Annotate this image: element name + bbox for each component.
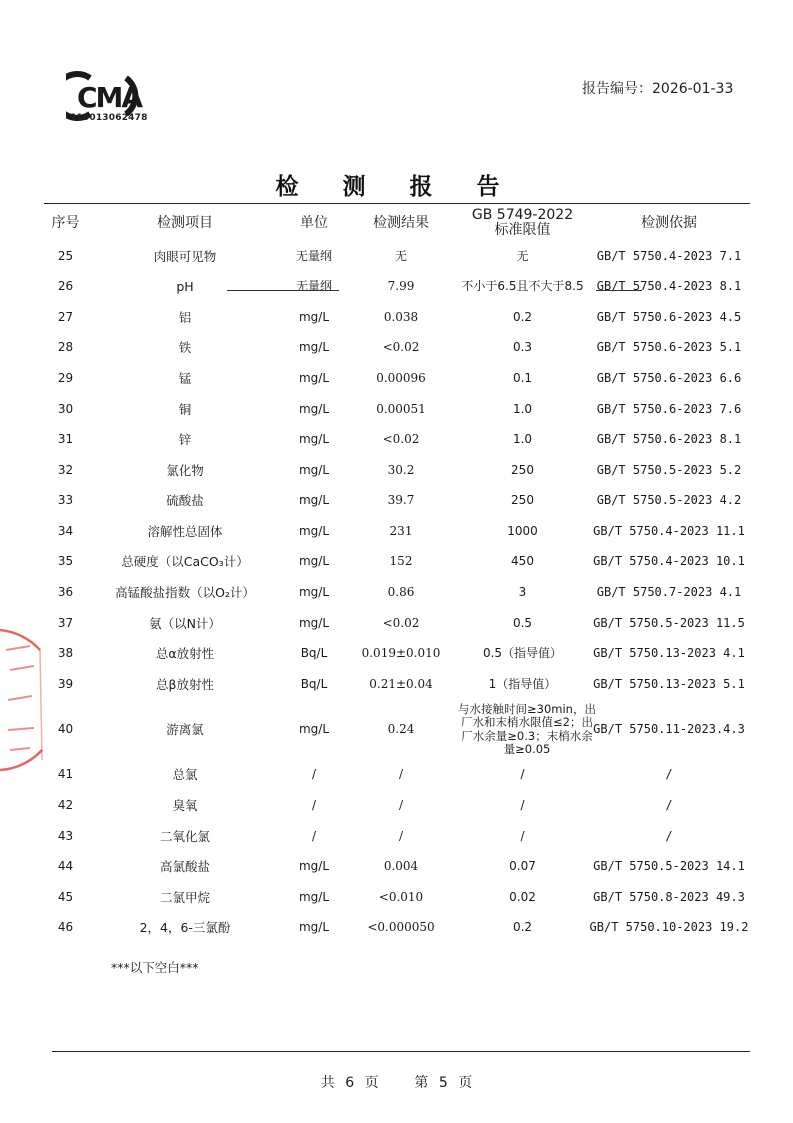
total-prefix: 共	[320, 1075, 335, 1091]
cell-unit: mg/L	[298, 370, 330, 385]
cell-basis: GB/T 5750.4-2023 10.1	[593, 554, 745, 569]
cell-result: <0.02	[382, 432, 420, 447]
cell-no: 31	[57, 432, 74, 447]
cell-no: 34	[57, 523, 74, 538]
cell-basis: GB/T 5750.4-2023 8.1	[596, 279, 742, 294]
cell-limit: 1.0	[512, 432, 533, 447]
cell-item: 总α放射性	[155, 646, 215, 662]
cell-no: 45	[57, 889, 74, 904]
cell-no: 41	[57, 767, 74, 782]
cell-no: 28	[57, 340, 74, 355]
cell-result: <0.000050	[367, 920, 435, 935]
table-row	[44, 547, 750, 578]
cell-item: 总氯	[172, 767, 198, 783]
svg-text:CMA: CMA	[77, 81, 143, 114]
cell-basis: GB/T 5750.5-2023 4.2	[596, 493, 742, 508]
cell-unit: mg/L	[298, 615, 330, 630]
table-header-row	[44, 205, 750, 241]
page-footer	[0, 1072, 793, 1092]
cell-basis: /	[665, 798, 673, 813]
cell-unit: /	[311, 798, 317, 813]
cell-unit: /	[311, 767, 317, 782]
cell-basis: GB/T 5750.8-2023 49.3	[593, 889, 745, 904]
cell-no: 29	[57, 370, 74, 385]
cell-result: 30.2	[387, 462, 415, 477]
cell-basis: GB/T 5750.7-2023 4.1	[596, 585, 742, 600]
cell-unit: mg/L	[298, 859, 330, 874]
cell-no: 30	[57, 401, 74, 416]
cell-no: 39	[57, 676, 74, 691]
cell-unit: mg/L	[298, 493, 330, 508]
cell-no: 38	[57, 646, 74, 661]
report-number	[582, 78, 733, 98]
table-row	[44, 700, 750, 760]
cell-basis: GB/T 5750.6-2023 6.6	[596, 370, 742, 385]
cell-basis: GB/T 5750.6-2023 5.1	[596, 340, 742, 355]
cell-result: 0.86	[387, 585, 415, 600]
table-row	[44, 882, 750, 913]
cell-no: 25	[57, 248, 74, 263]
col-header-item: 检测项目	[157, 214, 213, 231]
cell-unit: mg/L	[298, 889, 330, 904]
cell-no: 42	[57, 798, 74, 813]
table-row	[44, 578, 750, 609]
cell-basis: GB/T 5750.6-2023 8.1	[596, 432, 742, 447]
cell-limit-text: 与水接触时间≥30min，出厂水和末梢水限值≤2；出厂水余量≥0.3；末梢水余量≥0.05	[458, 701, 596, 757]
table-row	[44, 669, 750, 700]
cell-unit: mg/L	[298, 722, 330, 737]
cell-item: 铝	[178, 309, 192, 325]
cell-basis: GB/T 5750.6-2023 4.5	[596, 309, 742, 324]
cell-result: 无	[394, 248, 407, 263]
cell-result: /	[398, 798, 404, 813]
cell-limit: 1.0	[512, 401, 533, 416]
cell-unit: mg/L	[298, 554, 330, 569]
blank-note: ***以下空白***	[111, 960, 199, 975]
cell-unit: mg/L	[298, 401, 330, 416]
cell-limit: 250	[511, 493, 534, 508]
cell-limit: 0.1	[512, 370, 533, 385]
results-table	[44, 205, 750, 943]
cell-no: 35	[57, 554, 74, 569]
cell-no: 33	[57, 493, 74, 508]
cell-basis: GB/T 5750.13-2023 4.1	[593, 646, 745, 661]
cell-limit	[457, 700, 596, 760]
cell-limit: 1（指导值）	[488, 676, 557, 691]
cell-result: 39.7	[387, 493, 415, 508]
cell-limit: /	[520, 798, 525, 813]
cell-item: 锌	[178, 432, 192, 448]
cell-result: 0.004	[383, 859, 419, 874]
table-row	[44, 486, 750, 517]
cell-limit: 无	[516, 248, 529, 263]
cell-unit: mg/L	[298, 462, 330, 477]
table-row	[44, 821, 750, 852]
cell-item: 氨（以N计）	[149, 615, 221, 631]
col-header-unit: 单位	[300, 214, 328, 231]
page-prefix: 第	[414, 1075, 429, 1091]
cell-no: 26	[57, 279, 74, 294]
cell-limit: 0.07	[509, 859, 536, 874]
cell-item: 肉眼可见物	[153, 248, 217, 264]
cell-unit: mg/L	[298, 920, 330, 935]
table-row	[44, 913, 750, 944]
cell-no: 46	[57, 920, 74, 935]
cell-basis: GB/T 5750.4-2023 7.1	[596, 248, 742, 263]
report-number-label: 报告编号：	[582, 81, 652, 97]
cell-result: 7.99	[387, 279, 415, 294]
cell-item: 铜	[178, 401, 192, 417]
cell-result: <0.02	[382, 340, 420, 355]
table-row	[44, 791, 750, 822]
header-rule	[44, 203, 750, 204]
cell-basis: GB/T 5750.5-2023 14.1	[593, 859, 745, 874]
cell-basis: GB/T 5750.13-2023 5.1	[593, 676, 745, 691]
limit-header-line1: GB 5749-2022	[471, 207, 574, 223]
cell-unit: 无量纲	[295, 279, 332, 294]
cell-unit: Bq/L	[300, 676, 328, 691]
page-number: 5	[438, 1075, 448, 1091]
cell-basis: GB/T 5750.4-2023 11.1	[593, 523, 745, 538]
cell-item: 游离氯	[166, 722, 204, 738]
cell-item: 二氧化氯	[159, 828, 210, 844]
limit-header-line2: 标准限值	[494, 222, 551, 238]
table-row	[44, 852, 750, 883]
cell-result: /	[398, 767, 404, 782]
cell-item: 高氯酸盐	[159, 859, 210, 875]
cell-limit: 0.3	[512, 340, 533, 355]
footer-rule	[52, 1051, 750, 1052]
cell-item: pH	[176, 279, 194, 295]
cell-basis: /	[665, 828, 673, 843]
cell-result: 231	[389, 523, 413, 538]
cell-unit: /	[311, 828, 317, 843]
cell-result: 0.21±0.04	[369, 676, 433, 691]
cell-no: 27	[57, 309, 74, 324]
cell-basis: GB/T 5750.5-2023 11.5	[593, 615, 745, 630]
table-row	[44, 272, 750, 303]
strike-line-unit	[227, 290, 339, 291]
report-number-value: 2026-01-33	[652, 81, 734, 97]
cell-item: 铁	[178, 340, 192, 356]
cell-unit: mg/L	[298, 340, 330, 355]
cell-no: 37	[57, 615, 74, 630]
cell-result: 0.038	[383, 309, 419, 324]
cell-basis: GB/T 5750.11-2023.4.3	[593, 722, 745, 737]
col-header-result: 检测结果	[373, 214, 429, 231]
table-row	[44, 516, 750, 547]
cell-result: 0.00051	[376, 401, 426, 416]
cell-limit: 0.5（指导值）	[482, 646, 563, 661]
page-suffix: 页	[458, 1075, 473, 1091]
cell-unit: mg/L	[298, 523, 330, 538]
cell-result: <0.010	[378, 889, 424, 904]
cell-item: 臭氧	[172, 798, 198, 814]
table-row	[44, 241, 750, 272]
cell-unit: mg/L	[298, 585, 330, 600]
cell-result: 0.24	[387, 722, 415, 737]
cell-unit: mg/L	[298, 432, 330, 447]
col-header-seq: 序号	[51, 214, 80, 231]
col-header-limit	[457, 205, 588, 241]
total-suffix: 页	[364, 1075, 379, 1091]
cell-no: 40	[57, 722, 74, 737]
cell-basis: /	[665, 767, 673, 782]
cell-item: 总硬度（以CaCO₃计）	[121, 554, 249, 570]
col-header-basis: 检测依据	[641, 214, 697, 231]
cma-number: 210013062478	[70, 113, 148, 123]
cell-item: 总β放射性	[156, 676, 214, 692]
table-row	[44, 363, 750, 394]
cell-basis: GB/T 5750.5-2023 5.2	[596, 462, 742, 477]
cell-item: 硫酸盐	[166, 493, 204, 509]
cell-limit: 不小于6.5且不大于8.5	[461, 279, 584, 294]
cell-limit: /	[520, 767, 525, 782]
red-seal-stamp	[0, 610, 60, 780]
cell-item: 高锰酸盐指数（以O₂计）	[115, 585, 255, 601]
cell-limit: 450	[511, 554, 534, 569]
cell-limit: 0.02	[509, 889, 536, 904]
table-row	[44, 608, 750, 639]
cell-result: 0.019±0.010	[361, 646, 441, 661]
table-row	[44, 455, 750, 486]
cell-item: 溶解性总固体	[147, 523, 223, 539]
cell-basis: GB/T 5750.6-2023 7.6	[596, 401, 742, 416]
total-pages: 6	[345, 1075, 355, 1091]
cell-no: 36	[57, 585, 74, 600]
table-row	[44, 302, 750, 333]
table-row	[44, 760, 750, 791]
cell-result: 0.00096	[376, 370, 426, 385]
cell-limit: 1000	[507, 523, 538, 538]
table-row	[44, 394, 750, 425]
cell-item: 锰	[178, 370, 192, 386]
cell-limit: 0.5	[512, 615, 533, 630]
cell-limit: 0.2	[512, 309, 533, 324]
table-row	[44, 639, 750, 670]
cell-basis: GB/T 5750.10-2023 19.2	[589, 920, 749, 935]
cell-no: 43	[57, 828, 74, 843]
cell-unit: Bq/L	[300, 646, 328, 661]
cell-item: 2，4，6-三氯酚	[139, 920, 231, 936]
cell-unit: mg/L	[298, 309, 330, 324]
cell-no: 32	[57, 462, 74, 477]
cell-no: 44	[57, 859, 74, 874]
cell-limit: 3	[518, 585, 527, 600]
cell-result: 152	[389, 554, 413, 569]
cell-item: 氯化物	[166, 462, 204, 478]
page-title: 检 测 报 告	[275, 173, 518, 200]
table-row	[44, 425, 750, 456]
cell-result: <0.02	[382, 615, 420, 630]
cell-limit: 250	[511, 462, 534, 477]
cell-result: /	[398, 828, 404, 843]
cell-unit: 无量纲	[295, 248, 332, 263]
table-row	[44, 333, 750, 364]
cell-item: 二氯甲烷	[159, 889, 210, 905]
cell-limit: 0.2	[512, 920, 533, 935]
cell-limit: /	[520, 828, 525, 843]
strike-line-basis	[596, 290, 642, 291]
